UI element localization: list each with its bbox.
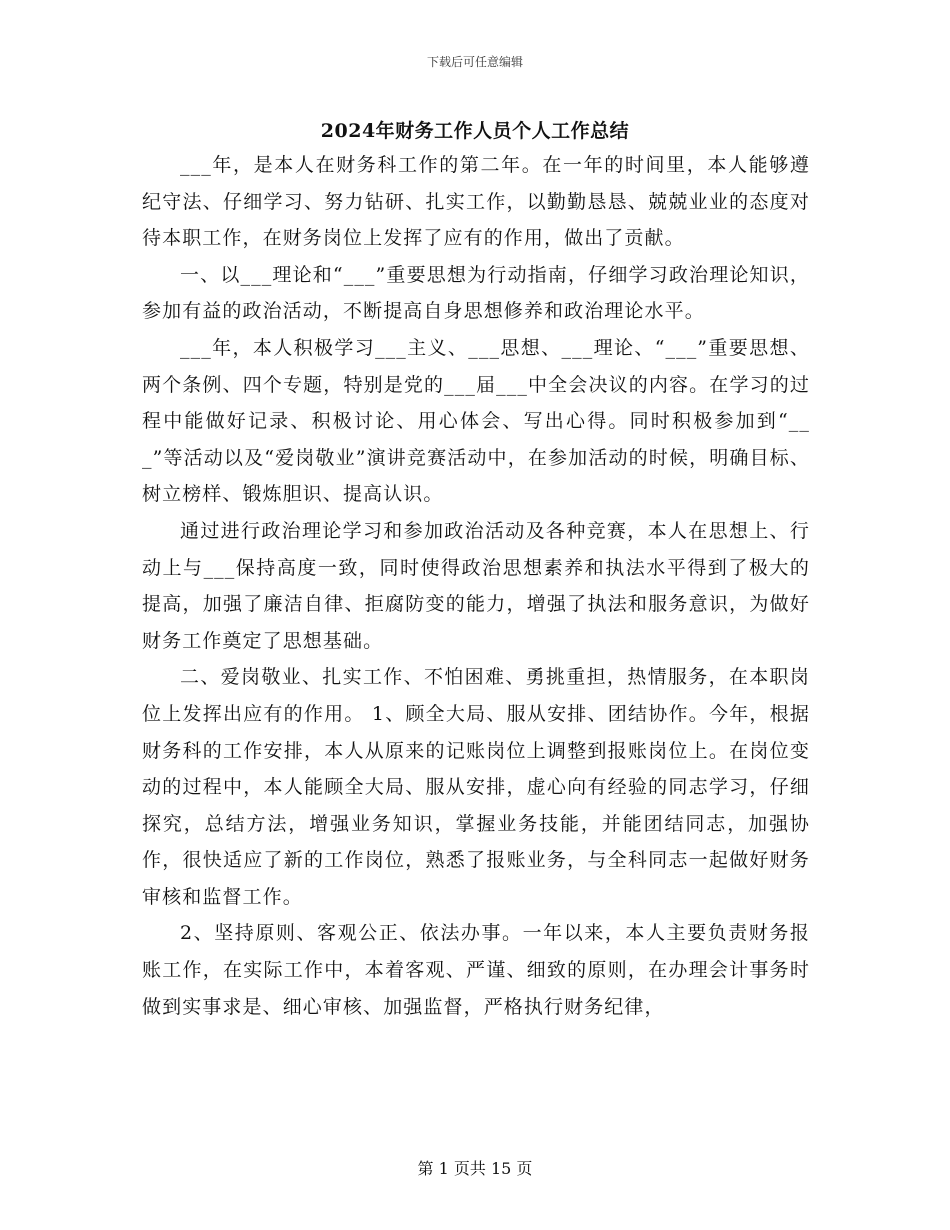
paragraph: 通过进行政治理论学习和参加政治活动及各种竞赛，本人在思想上、行动上与___保持高度一致，同时使得政治思想素养和执法水平得到了极大的提高，加强了廉洁自律、拒腐防变的能力，增强了执法和服务意识，为做好财务工作奠定了思想基础。 xyxy=(142,519,810,652)
page-number: 第 1 页共 15 页 xyxy=(417,1159,533,1178)
paragraph: 2、坚持原则、客观公正、依法办事。一年以来，本人主要负责财务报账工作，在实际工作中，本着客观、严谨、细致的原则，在办理会计事务时做到实事求是、细心审核、加强监督，严格执行财务纪律， xyxy=(142,922,810,1018)
paragraph: ___年，是本人在财务科工作的第二年。在一年的时间里，本人能够遵纪守法、仔细学习、努力钻研、扎实工作，以勤勤恳恳、兢兢业业的态度对待本职工作，在财务岗位上发挥了应有的作用，做出了贡献。 xyxy=(142,154,810,250)
paragraph: 一、以___理论和“___”重要思想为行动指南，仔细学习政治理论知识，参加有益的政治活动，不断提高自身思想修养和政治理论水平。 xyxy=(142,263,810,323)
paragraph: ___年，本人积极学习___主义、___思想、___理论、“___”重要思想、两个条例、四个专题，特别是党的___届___中全会决议的内容。在学习的过程中能做好记录、积极讨论、用心体会、写出心得。同时积极参加到“___”等活动以及“爱岗敬业”演讲竞赛活动中，在参加活动的时候，明确目标、树立榜样、锻炼胆识、提高认识。 xyxy=(142,336,810,506)
document-title: 2024年财务工作人员个人工作总结 xyxy=(320,120,630,142)
document-body xyxy=(142,147,810,1025)
page-header-note: 下载后可任意编辑 xyxy=(426,55,523,69)
paragraph: 二、爱岗敬业、扎实工作、不怕困难、勇挑重担，热情服务，在本职岗位上发挥出应有的作用。 1、顾全大局、服从安排、团结协作。今年，根据财务科的工作安排，本人从原来的记账岗位上调整到报账岗位上。在岗位变动的过程中，本人能顾全大局、服从安排，虚心向有经验的同志学习，仔细探究，总结方法，增强业务知识，掌握业务技能，并能团结同志，加强协作，很快适应了新的工作岗位，熟悉了报账业务，与全科同志一起做好财务审核和监督工作。 xyxy=(142,666,810,908)
